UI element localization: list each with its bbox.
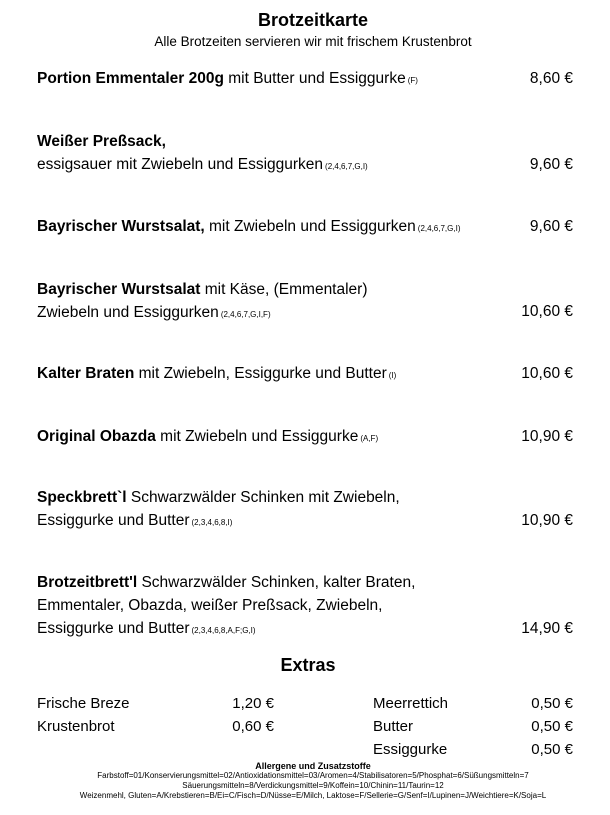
item-price: 8,60 € <box>529 70 573 87</box>
item-allergens: (2,3,4,6,8,I) <box>191 518 233 527</box>
menu-item <box>37 278 577 326</box>
allergen-legend-title: Allergene und Zusatzstoffe <box>255 761 371 771</box>
extra-price: 0,50 € <box>531 718 573 735</box>
extra-name: Frische Breze <box>37 695 130 712</box>
extras-title: Extras <box>280 655 336 675</box>
item-allergens: (2,4,6,7,G,I) <box>417 224 461 233</box>
extra-price: 0,50 € <box>531 695 573 712</box>
item-allergens: (A,F) <box>360 434 379 443</box>
item-description: Schwarzwälder Schinken mit Zwiebeln, <box>126 489 400 506</box>
item-price: 10,60 € <box>521 365 573 382</box>
extra-price: 0,50 € <box>531 741 573 758</box>
extra-name: Butter <box>373 718 414 735</box>
item-allergens: (F) <box>407 76 418 85</box>
item-description-line3: Essiggurke und Butter <box>37 620 190 637</box>
extra-price: 0,60 € <box>232 718 274 735</box>
item-allergens: (I) <box>388 371 397 380</box>
item-description-line2: Zwiebeln und Essiggurken <box>37 304 219 321</box>
item-name: Kalter Braten <box>37 365 135 382</box>
allergen-legend-line: Weizenmehl, Gluten=A/Krebstieren=B/Ei=C/Fisch=D/Nüsse=E/Milch, Laktose=F/Sellerie=G/Senf=I/Lupinen=J/Weichtiere=K/Soja=L <box>79 791 547 800</box>
menu-item <box>37 215 577 240</box>
menu-item <box>37 425 577 450</box>
item-price: 10,90 € <box>521 428 573 445</box>
item-name: Speckbrett`l <box>37 489 127 506</box>
item-allergens: (2,4,6,7,G,I) <box>325 162 368 171</box>
item-name: Weißer Preßsack, <box>37 133 166 150</box>
allergen-legend-line: Säuerungsmitteln=8/Verdickungsmittel=9/Koffein=10/Chinin=11/Taurin=12 <box>182 781 444 790</box>
item-allergens: (2,4,6,7,G,I,F) <box>220 310 271 319</box>
menu-item <box>37 362 577 387</box>
item-name: Bayrischer Wurstsalat, <box>37 218 205 235</box>
item-price: 10,60 € <box>521 303 573 320</box>
item-description: mit Butter und Essiggurke <box>223 70 406 87</box>
item-description-line2: essigsauer mit Zwiebeln und Essiggurken <box>37 156 324 173</box>
menu-item <box>37 571 577 642</box>
item-description: mit Käse, (Emmentaler) <box>200 281 368 298</box>
item-name: Portion Emmentaler 200g <box>37 70 224 87</box>
item-name: Bayrischer Wurstsalat <box>37 281 201 298</box>
menu-title: Brotzeitkarte <box>257 10 369 30</box>
item-description: Schwarzwälder Schinken, kalter Braten, <box>137 574 416 591</box>
item-description-line2: Essiggurke und Butter <box>37 512 190 529</box>
menu-item <box>37 130 577 178</box>
menu-item <box>37 67 577 92</box>
item-description: mit Zwiebeln, Essiggurke und Butter <box>134 365 387 382</box>
item-price: 10,90 € <box>521 512 573 529</box>
item-price: 9,60 € <box>529 156 573 173</box>
extra-name: Krustenbrot <box>37 718 115 735</box>
extra-name: Meerrettich <box>373 695 449 712</box>
item-name: Brotzeitbrett'l <box>37 574 138 591</box>
menu-item <box>37 486 577 534</box>
item-description: mit Zwiebeln und Essiggurken <box>204 218 416 235</box>
item-allergens: (2,3,4,6,8,A,F;G,I) <box>191 626 256 635</box>
item-description: mit Zwiebeln und Essiggurke <box>155 428 359 445</box>
allergen-legend <box>0 761 610 801</box>
item-description-line2: Emmentaler, Obazda, weißer Preßsack, Zwiebeln, <box>37 597 383 614</box>
allergen-legend-line: Farbstoff=01/Konservierungsmittel=02/Antioxidationsmittel=03/Aromen=4/Stabilisatoren=5/Phosphat=6/Süßungsmitteln=7 <box>97 771 529 780</box>
extra-name: Essiggurke <box>373 741 448 758</box>
item-name: Original Obazda <box>37 428 156 445</box>
item-price: 9,60 € <box>529 218 573 235</box>
menu-subtitle: Alle Brotzeiten servieren wir mit frischem Krustenbrot <box>154 34 472 49</box>
extra-price: 1,20 € <box>232 695 274 712</box>
item-price: 14,90 € <box>521 620 573 637</box>
